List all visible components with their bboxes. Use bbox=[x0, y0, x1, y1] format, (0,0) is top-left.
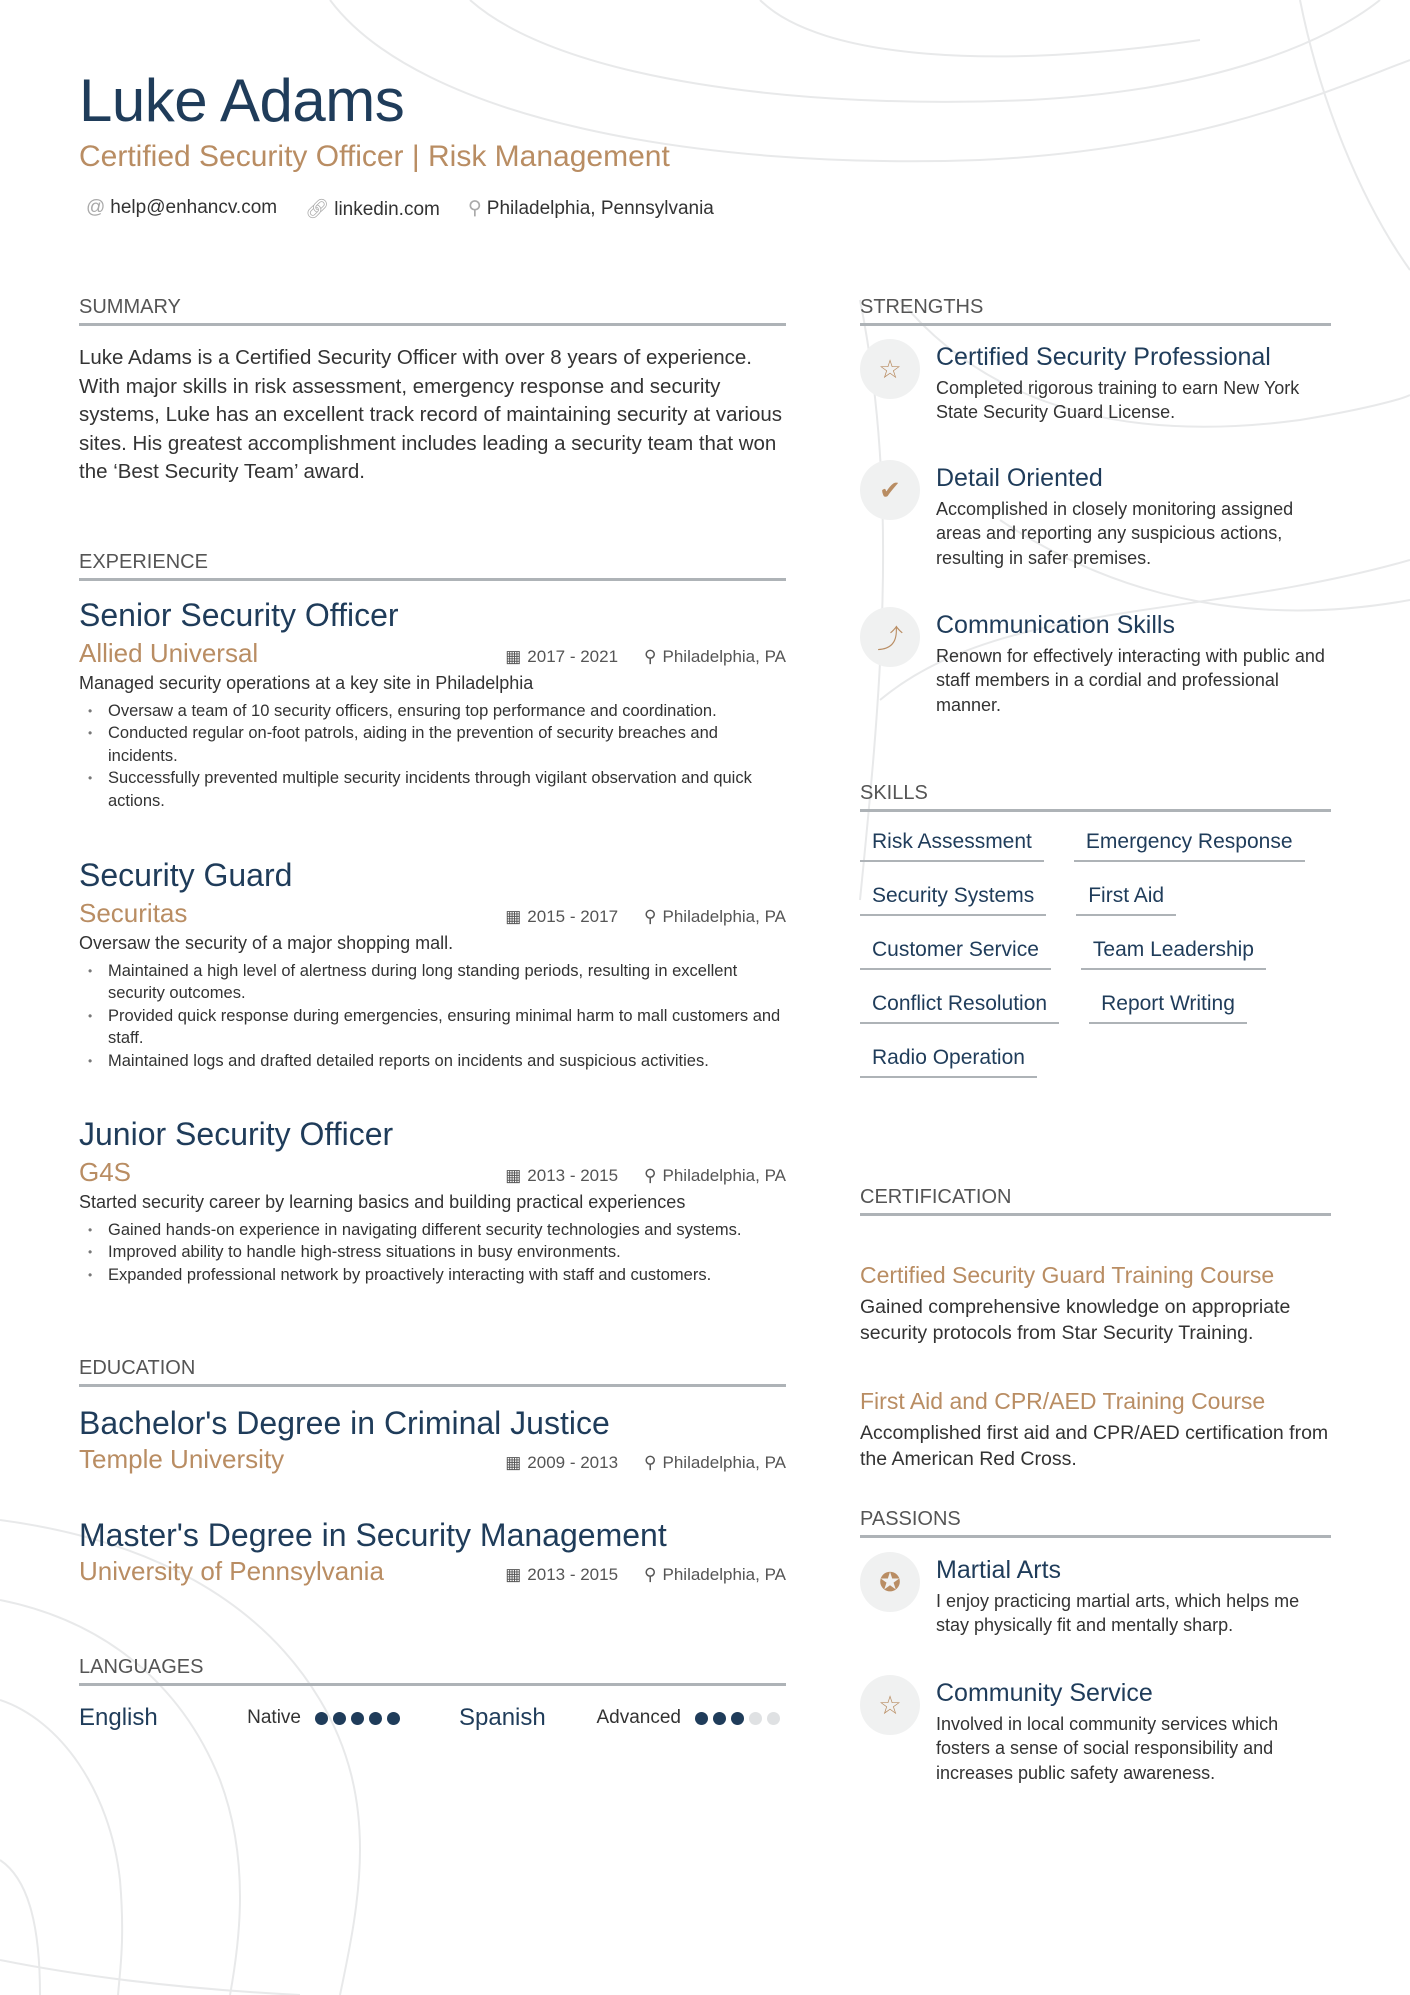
strength-title: Detail Oriented bbox=[936, 464, 1103, 492]
certification-item bbox=[860, 1388, 1331, 1472]
proficiency-dot bbox=[333, 1712, 346, 1725]
strength-item bbox=[860, 464, 1331, 570]
strength-item bbox=[860, 611, 1331, 717]
section-heading: PASSIONS bbox=[860, 1508, 1331, 1538]
proficiency-dot bbox=[749, 1712, 762, 1725]
school-name: Temple University bbox=[79, 1444, 285, 1474]
contact-linkedin[interactable] bbox=[305, 197, 440, 221]
cert-desc: Accomplished first aid and CPR/AED certification from the American Red Cross. bbox=[860, 1422, 1329, 1470]
proficiency-dot bbox=[767, 1712, 780, 1725]
language-name: English bbox=[79, 1704, 158, 1731]
proficiency-dot bbox=[369, 1712, 382, 1725]
edu-dates: 2013 - 2015 bbox=[527, 1565, 619, 1584]
degree-title: Master's Degree in Security Management bbox=[79, 1517, 667, 1553]
education-entry bbox=[79, 1517, 786, 1587]
section-heading: SKILLS bbox=[860, 782, 1331, 812]
job-bullet: • Maintained logs and drafted detailed reports on incidents and suspicious activities. bbox=[79, 1050, 786, 1072]
strength-title: Communication Skills bbox=[936, 611, 1175, 639]
job-dates: 2015 - 2017 bbox=[527, 907, 619, 926]
calendar-icon: ▦ bbox=[505, 1453, 522, 1472]
language-item bbox=[79, 1704, 405, 1732]
skills-section bbox=[860, 782, 1331, 1078]
strength-desc: Renown for effectively interacting with public and staff members in a cordial and professional manner. bbox=[936, 646, 1325, 715]
proficiency-dot bbox=[731, 1712, 744, 1725]
location-pin-icon: ⚲ bbox=[644, 1166, 657, 1185]
strength-title: Certified Security Professional bbox=[936, 343, 1271, 371]
contact-location bbox=[468, 197, 714, 221]
skill-tag: Customer Service bbox=[860, 938, 1051, 970]
edu-location: Philadelphia, PA bbox=[662, 1565, 786, 1584]
calendar-icon: ▦ bbox=[505, 1565, 522, 1584]
job-bullet: • Successfully prevented multiple security incidents through vigilant observation and quick actions. bbox=[79, 767, 786, 812]
edu-location: Philadelphia, PA bbox=[662, 1453, 786, 1472]
star-icon: ☆ bbox=[860, 1675, 920, 1735]
summary-section bbox=[79, 296, 786, 487]
cert-title: Certified Security Guard Training Course bbox=[860, 1262, 1275, 1288]
company-name: Securitas bbox=[79, 898, 188, 928]
job-bullet: • Oversaw a team of 10 security officers, ensuring top performance and coordination. bbox=[79, 700, 786, 722]
section-heading: EDUCATION bbox=[79, 1357, 786, 1387]
passion-title: Community Service bbox=[936, 1679, 1153, 1707]
job-bullets bbox=[79, 960, 786, 1072]
contact-info bbox=[86, 197, 714, 221]
award-icon: ✪ bbox=[860, 1552, 920, 1612]
candidate-name: Luke Adams bbox=[79, 67, 405, 134]
proficiency-dot bbox=[315, 1712, 328, 1725]
job-dates: 2017 - 2021 bbox=[527, 647, 619, 666]
location-pin-icon: ⚲ bbox=[644, 907, 657, 926]
summary-text: Luke Adams is a Certified Security Officer with over 8 years of experience. With major skills in risk assessment, emergency response and security systems, Luke has an excellent track record of maintaining security at various sites. His greatest accomplishment includes leading a security team that won the ‘Best Security Team’ award. bbox=[79, 346, 783, 484]
passions-section bbox=[860, 1508, 1331, 1538]
language-name: Spanish bbox=[459, 1704, 546, 1731]
strength-desc: Accomplished in closely monitoring assigned areas and reporting any suspicious actions, resulting in safer premises. bbox=[936, 499, 1294, 568]
star-icon: ☆ bbox=[860, 339, 920, 399]
skill-tag: Risk Assessment bbox=[860, 830, 1044, 862]
section-heading: SUMMARY bbox=[79, 296, 786, 326]
experience-section bbox=[79, 551, 786, 581]
language-level: Native bbox=[247, 1707, 301, 1728]
job-bullets bbox=[79, 1219, 786, 1286]
company-name: G4S bbox=[79, 1157, 132, 1187]
calendar-icon: ▦ bbox=[505, 907, 522, 926]
certification-section bbox=[860, 1186, 1331, 1472]
proficiency-dot bbox=[387, 1712, 400, 1725]
strategy-icon: ⤴ bbox=[860, 607, 920, 667]
job-location: Philadelphia, PA bbox=[662, 907, 786, 926]
job-bullet: • Provided quick response during emergencies, ensuring minimal harm to mall customers and staff. bbox=[79, 1005, 786, 1050]
job-location: Philadelphia, PA bbox=[662, 1166, 786, 1185]
check-icon: ✔ bbox=[860, 460, 920, 520]
section-heading: LANGUAGES bbox=[79, 1656, 786, 1686]
section-heading: EXPERIENCE bbox=[79, 551, 786, 581]
skill-tag: Radio Operation bbox=[860, 1046, 1037, 1078]
languages-section bbox=[79, 1656, 786, 1732]
job-title: Junior Security Officer bbox=[79, 1116, 394, 1152]
job-bullet: • Improved ability to handle high-stress situations in busy environments. bbox=[79, 1241, 786, 1263]
section-heading: STRENGTHS bbox=[860, 296, 1331, 326]
strength-item bbox=[860, 343, 1331, 425]
job-dates: 2013 - 2015 bbox=[527, 1166, 619, 1185]
edu-dates: 2009 - 2013 bbox=[527, 1453, 619, 1472]
proficiency-dot bbox=[713, 1712, 726, 1725]
skill-tag: Report Writing bbox=[1089, 992, 1247, 1024]
passion-item bbox=[860, 1556, 1331, 1638]
skill-tag: Emergency Response bbox=[1074, 830, 1305, 862]
job-bullets bbox=[79, 700, 786, 812]
location-pin-icon: ⚲ bbox=[644, 1565, 657, 1584]
linkedin-text: linkedin.com bbox=[334, 199, 440, 220]
proficiency-dot bbox=[351, 1712, 364, 1725]
contact-email[interactable] bbox=[86, 197, 277, 221]
at-icon: @ bbox=[86, 197, 106, 218]
job-description: Started security career by learning basics and building practical experiences bbox=[79, 1192, 686, 1212]
job-bullet: • Gained hands-on experience in navigating different security technologies and systems. bbox=[79, 1219, 786, 1241]
proficiency-dot bbox=[695, 1712, 708, 1725]
passion-item bbox=[860, 1679, 1331, 1785]
job-title: Security Guard bbox=[79, 857, 293, 893]
job-entry bbox=[79, 597, 786, 812]
job-title: Senior Security Officer bbox=[79, 597, 399, 633]
job-bullet: • Conducted regular on-foot patrols, aiding in the prevention of security breaches and incidents. bbox=[79, 722, 786, 767]
skill-tag: Security Systems bbox=[860, 884, 1046, 916]
company-name: Allied Universal bbox=[79, 638, 259, 668]
skill-tag: Team Leadership bbox=[1081, 938, 1266, 970]
language-item bbox=[459, 1704, 785, 1732]
link-icon: 🔗︎ bbox=[305, 199, 330, 220]
cert-desc: Gained comprehensive knowledge on appropriate security protocols from Star Security Training. bbox=[860, 1296, 1291, 1344]
job-bullet: • Maintained a high level of alertness during long standing periods, resulting in excellent security outcomes. bbox=[79, 960, 786, 1005]
education-entry bbox=[79, 1405, 786, 1475]
cert-title: First Aid and CPR/AED Training Course bbox=[860, 1388, 1266, 1414]
job-description: Managed security operations at a key site in Philadelphia bbox=[79, 673, 534, 693]
skill-tag: First Aid bbox=[1076, 884, 1176, 916]
strength-desc: Completed rigorous training to earn New York State Security Guard License. bbox=[936, 378, 1300, 423]
passion-desc: I enjoy practicing martial arts, which helps me stay physically fit and mentally sharp. bbox=[936, 1591, 1300, 1636]
education-section bbox=[79, 1357, 786, 1387]
skill-tag: Conflict Resolution bbox=[860, 992, 1059, 1024]
calendar-icon: ▦ bbox=[505, 1166, 522, 1185]
job-entry bbox=[79, 1116, 786, 1286]
job-location: Philadelphia, PA bbox=[662, 647, 786, 666]
certification-item bbox=[860, 1262, 1331, 1346]
job-entry bbox=[79, 857, 786, 1072]
strengths-section bbox=[860, 296, 1331, 326]
location-pin-icon: ⚲ bbox=[644, 1453, 657, 1472]
job-description: Oversaw the security of a major shopping mall. bbox=[79, 933, 454, 953]
passion-desc: Involved in local community services which fosters a sense of social responsibility and increases public safety awareness. bbox=[936, 1714, 1279, 1783]
language-level: Advanced bbox=[596, 1707, 681, 1728]
location-pin-icon: ⚲ bbox=[644, 647, 657, 666]
location-pin-icon: ⚲ bbox=[467, 198, 482, 219]
degree-title: Bachelor's Degree in Criminal Justice bbox=[79, 1405, 610, 1441]
location-text: Philadelphia, Pennsylvania bbox=[486, 198, 714, 219]
calendar-icon: ▦ bbox=[505, 647, 522, 666]
email-text: help@enhancv.com bbox=[110, 197, 278, 218]
candidate-title: Certified Security Officer | Risk Management bbox=[79, 140, 670, 173]
section-heading: CERTIFICATION bbox=[860, 1186, 1331, 1216]
school-name: University of Pennsylvania bbox=[79, 1556, 384, 1586]
job-bullet: • Expanded professional network by proactively interacting with staff and customers. bbox=[79, 1264, 786, 1286]
passion-title: Martial Arts bbox=[936, 1556, 1062, 1584]
